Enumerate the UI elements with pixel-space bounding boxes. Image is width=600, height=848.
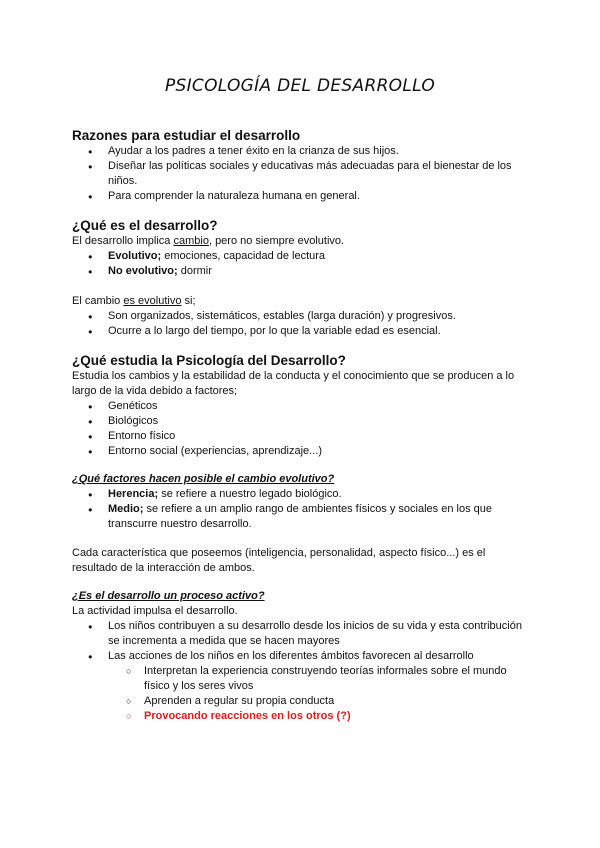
- section-heading-razones: Razones para estudiar el desarrollo: [72, 128, 301, 143]
- section-heading-que-estudia: ¿Qué estudia la Psicología del Desarrollo?: [72, 353, 346, 368]
- list-item: ● Son organizados, sistemáticos, estables (larga duración) y progresivos.: [72, 309, 532, 324]
- actividad-intro: La actividad impulsa el desarrollo.: [72, 605, 238, 617]
- intro-text: , pero no siempre evolutivo.: [208, 235, 345, 247]
- underlined-word: cambio: [173, 235, 209, 247]
- list-item: [72, 502, 532, 532]
- list-item: [72, 487, 532, 502]
- underlined-phrase: es evolutivo: [123, 295, 182, 307]
- list-item: ● Ocurre a lo largo del tiempo, por lo que la variable edad es esencial.: [72, 324, 532, 339]
- intro-text: El desarrollo implica: [72, 235, 174, 247]
- definition: se refiere a nuestro legado biológico.: [158, 488, 342, 500]
- intro-text: El cambio: [72, 295, 124, 307]
- proceso-activo-list: [72, 619, 532, 664]
- section-heading-proceso-activo: ¿Es el desarrollo un proceso activo?: [72, 590, 265, 602]
- list-item: ● Diseñar las políticas sociales y educativas más adecuadas para el bienestar de los niños.: [72, 159, 532, 189]
- document-title: PSICOLOGÍA DEL DESARROLLO: [164, 76, 436, 96]
- document-body: [72, 127, 532, 724]
- sublist-item-highlighted: ○ Provocando reacciones en los otros (?): [72, 709, 532, 724]
- cambio-evolutivo-intro: [72, 294, 532, 309]
- list-item: [72, 264, 532, 279]
- term: Evolutivo;: [108, 250, 162, 262]
- sublist-item: ○ Interpretan la experiencia construyendo teorías informales sobre el mundo físico y los seres vivos: [72, 664, 532, 694]
- definition: emociones, capacidad de lectura: [161, 250, 326, 262]
- list-item: ● Entorno físico: [72, 429, 532, 444]
- definition: se refiere a un amplio rango de ambientes físicos y sociales en los que transcurre nuestro desarrollo.: [108, 503, 492, 530]
- list-item: ● Los niños contribuyen a su desarrollo desde los inicios de su vida y esta contribución se incrementa a medida que se hacen mayores: [72, 619, 532, 649]
- list-item: ● Para comprender la naturaleza humana en general.: [72, 189, 532, 204]
- factores-list: [72, 399, 532, 459]
- section-heading-que-es: ¿Qué es el desarrollo?: [72, 218, 218, 233]
- term: Medio;: [108, 503, 144, 515]
- section-heading-factores: ¿Qué factores hacen posible el cambio evolutivo?: [72, 473, 335, 485]
- list-item: [72, 249, 532, 264]
- intro-text: si;: [181, 295, 196, 307]
- list-item: ● Genéticos: [72, 399, 532, 414]
- list-item: ● Las acciones de los niños en los diferentes ámbitos favorecen al desarrollo: [72, 649, 532, 664]
- term: No evolutivo;: [108, 265, 178, 277]
- term: Herencia;: [108, 488, 159, 500]
- sublist-item: ○ Aprenden a regular su propia conducta: [72, 694, 532, 709]
- estudia-intro: Estudia los cambios y la estabilidad de la conducta y el conocimiento que se producen a lo largo de la vida debido a factores;: [72, 370, 515, 397]
- desarrollo-intro: [72, 234, 532, 249]
- acciones-sublist: [72, 664, 532, 724]
- list-item: ● Ayudar a los padres a tener éxito en la crianza de sus hijos.: [72, 144, 532, 159]
- definition: dormir: [177, 265, 212, 277]
- list-item: ● Biológicos: [72, 414, 532, 429]
- herencia-medio-list: [72, 487, 532, 532]
- razones-list: [72, 144, 532, 204]
- tipos-cambio-list: [72, 249, 532, 279]
- list-item: ● Entorno social (experiencias, aprendizaje...): [72, 444, 532, 459]
- interaccion-paragraph: Cada característica que poseemos (inteligencia, personalidad, aspecto físico...) es el resultado de la interacción de ambos.: [72, 547, 486, 574]
- cambio-evolutivo-list: [72, 309, 532, 339]
